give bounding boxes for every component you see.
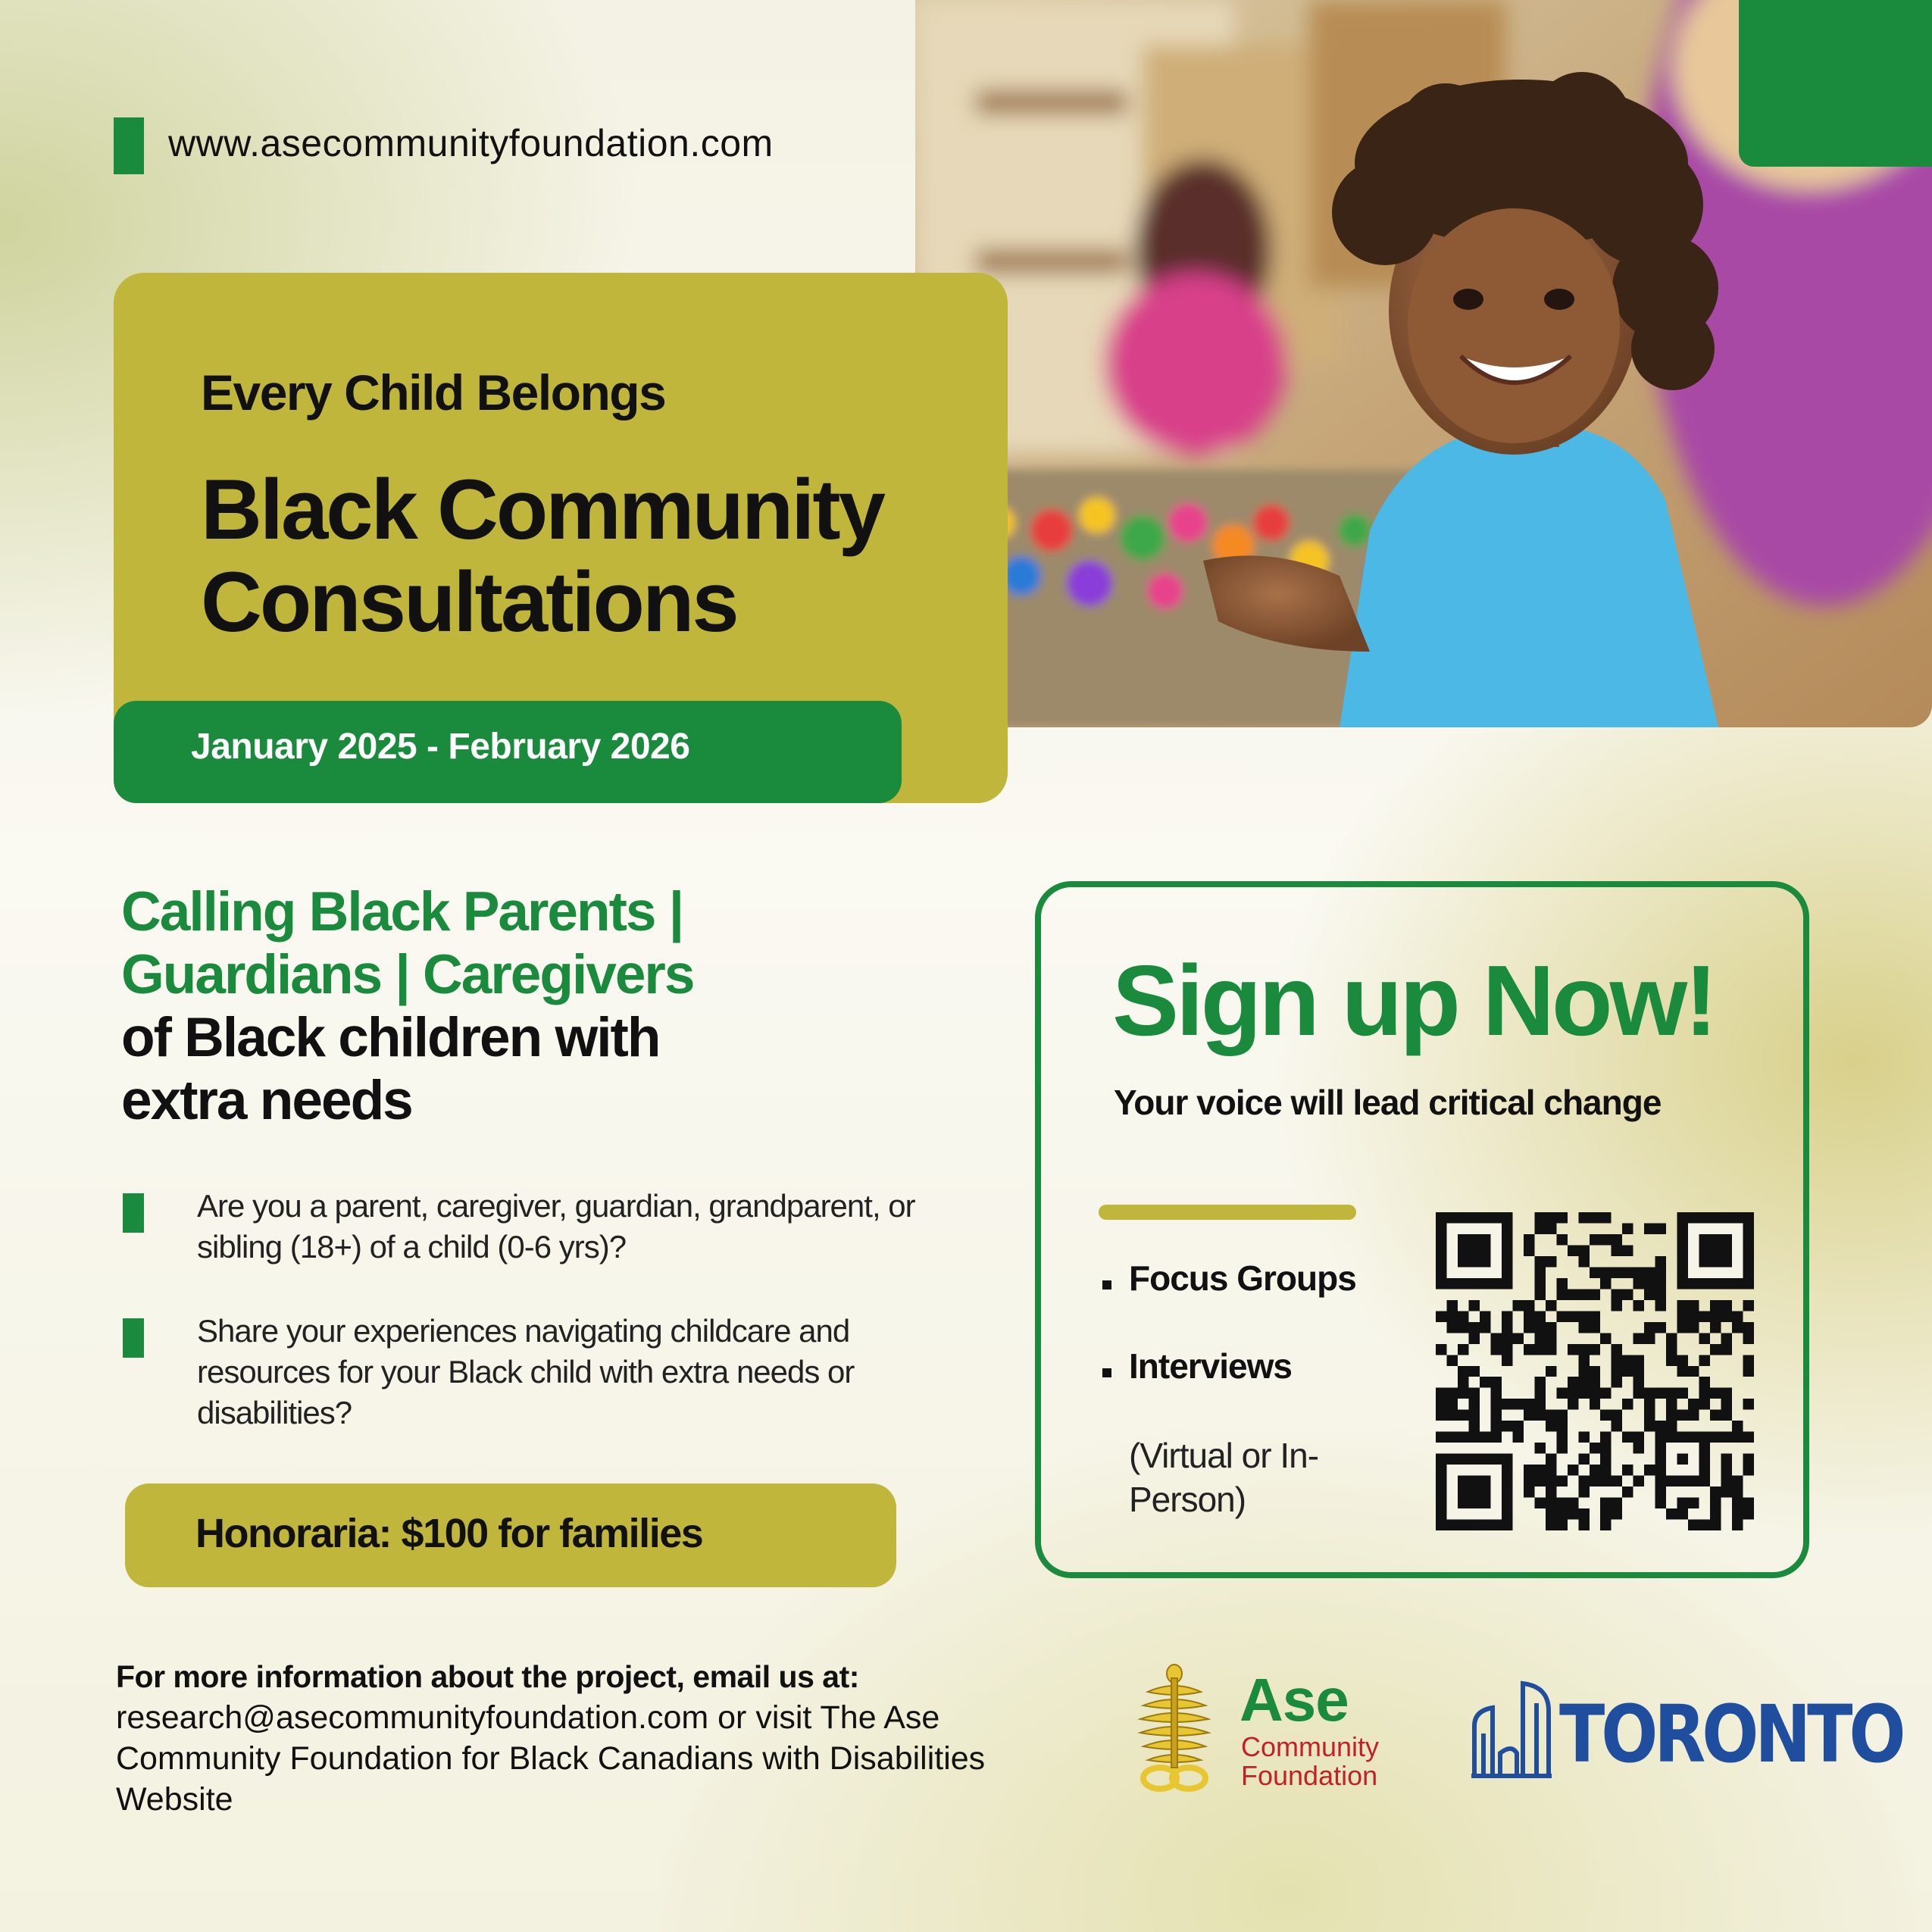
option-interviews: Interviews [1129,1346,1292,1386]
website-link[interactable]: www.asecommunityfoundation.com [168,122,774,164]
honoraria-text: Honoraria: $100 for families [195,1511,703,1556]
ase-logo-icon [1133,1663,1216,1792]
bullet-marker-icon [123,1318,144,1358]
bullet-dot-icon [1102,1280,1111,1290]
signup-title: Sign up Now! [1112,945,1715,1056]
calling-heading [121,880,803,1132]
bullet-marker-icon [123,1193,144,1233]
bullet-item: Are you a parent, caregiver, guardian, grandparent, or sibling (18+) of a child (0-6 yrs)? [197,1188,915,1265]
bullet-dot-icon [1102,1368,1111,1377]
calling-line-2: Guardians | Caregivers [121,944,694,1005]
url-accent-bar [114,117,144,174]
ase-logo-line2: Community [1241,1731,1380,1762]
page-title: Black Community Consultations [201,462,883,649]
calling-line-4: extra needs [121,1070,412,1131]
toronto-city-hall-icon [1470,1680,1553,1779]
bullet-item: Share your experiences navigating childcare and resources for your Black child with extra needs or disabilities? [197,1313,855,1430]
date-range: January 2025 - February 2026 [191,727,690,767]
signup-subtitle: Your voice will lead critical change [1114,1083,1662,1122]
subtitle: Every Child Belongs [201,364,666,420]
corner-accent-tab [1739,0,1932,167]
calling-line-1: Calling Black Parents | [121,881,683,943]
option-note: (Virtual or In-Person) [1129,1436,1319,1519]
signup-divider [1099,1205,1356,1220]
option-focus-groups: Focus Groups [1129,1258,1356,1298]
calling-line-3: of Black children with [121,1007,660,1068]
qr-code[interactable] [1436,1212,1754,1530]
ase-logo-line3: Foundation [1241,1760,1378,1791]
info-heading: For more information about the project, email us at: [116,1659,859,1694]
info-body[interactable]: research@asecommunityfoundation.com or visit The Ase Community Foundation for Black Canadians with Disabilities Website [116,1699,986,1818]
ase-logo-name: Ase [1240,1666,1349,1733]
toronto-logo-text: TORONTO [1559,1688,1902,1780]
